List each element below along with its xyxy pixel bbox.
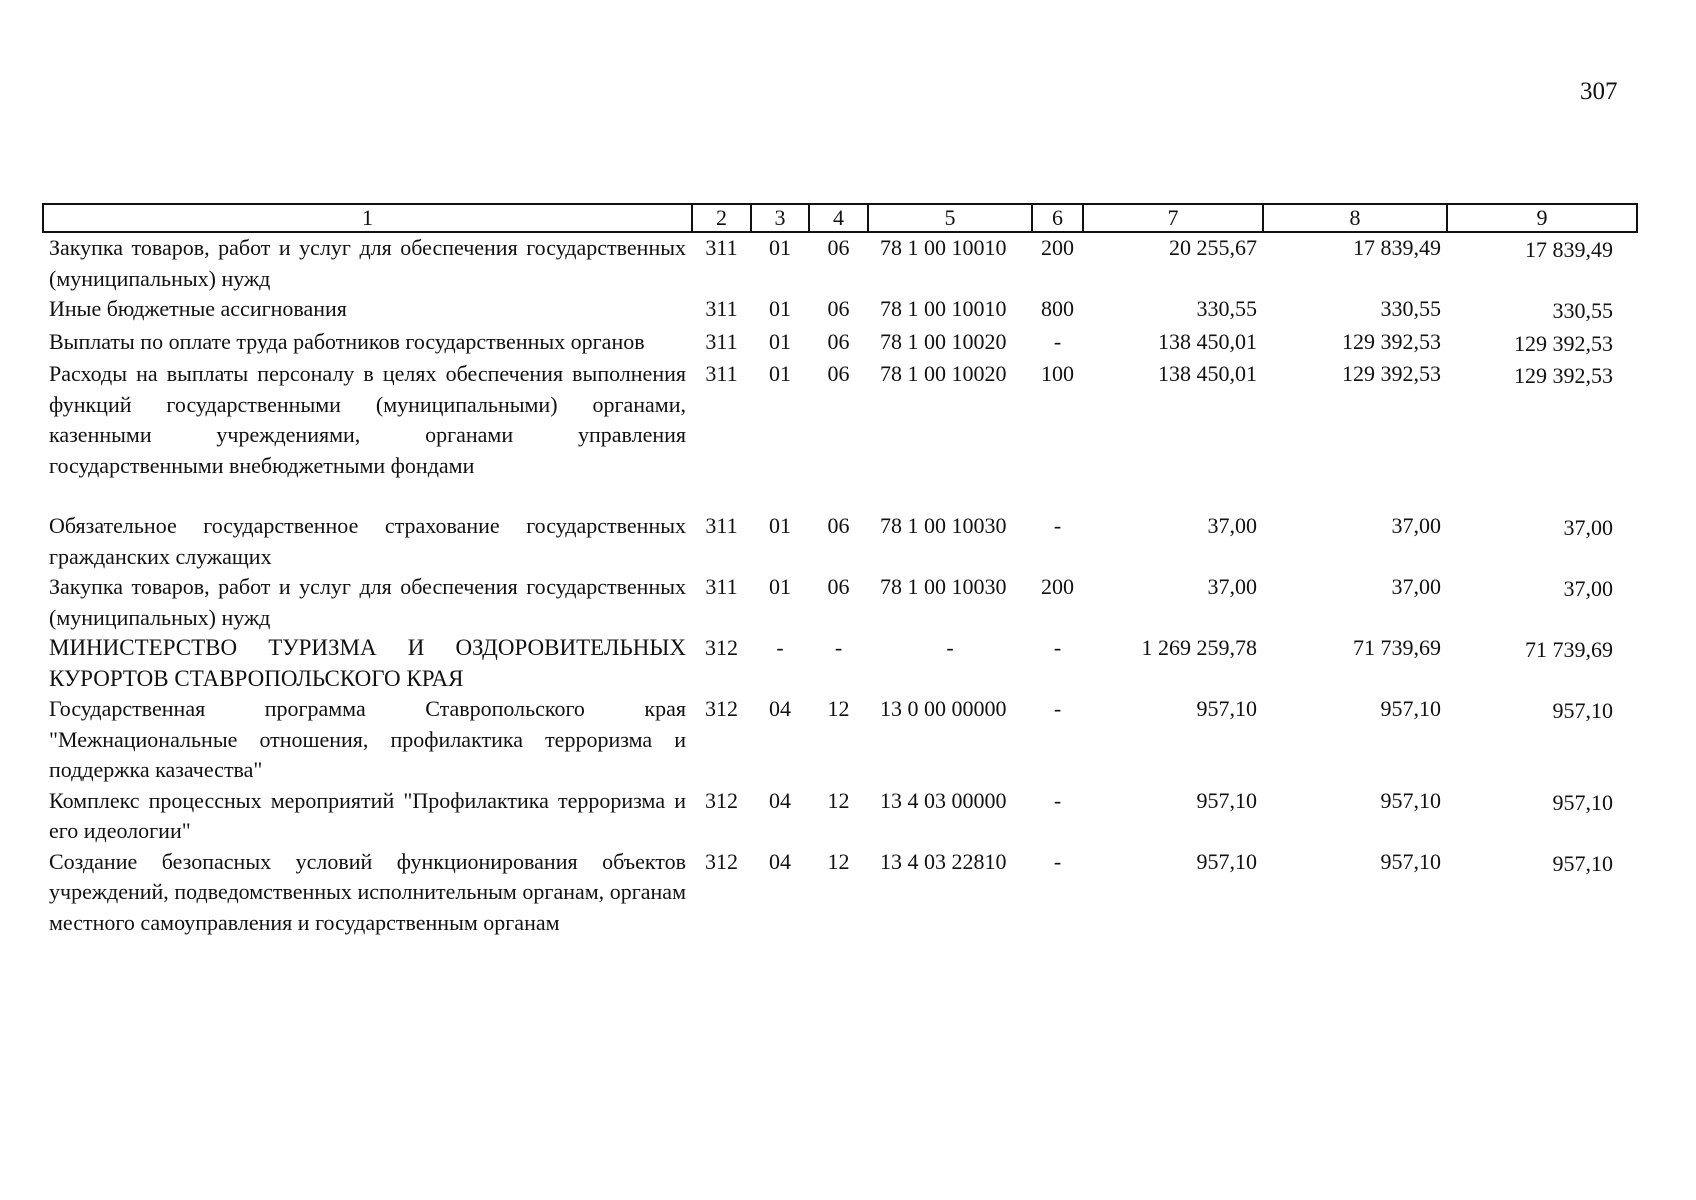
column-header: 7 xyxy=(1083,204,1263,232)
row-name: Иные бюджетные ассигнования xyxy=(49,296,347,321)
row-code-5: 78 1 00 10010 xyxy=(880,235,1007,260)
row-code-5: 78 1 00 10020 xyxy=(880,328,1007,354)
row-amount-7: 37,00 xyxy=(1207,574,1257,599)
row-code-4: - xyxy=(834,635,843,660)
row-code-4: 06 xyxy=(827,513,850,538)
row-amount-9: 37,00 xyxy=(1563,576,1613,601)
row-amount-7: 20 255,67 xyxy=(1169,235,1257,260)
row-code-6: 800 xyxy=(1041,296,1074,321)
row-amount-7: 1 269 259,78 xyxy=(1141,635,1257,660)
row-name: Закупка товаров, работ и услуг для обеспечения государственных (муниципальных) нужд xyxy=(49,574,686,630)
row-amount-9: 957,10 xyxy=(1552,789,1613,815)
row-amount-9: 129 392,53 xyxy=(1514,330,1613,356)
row-amount-7: 138 450,01 xyxy=(1158,328,1257,354)
row-code-3: 01 xyxy=(769,235,791,260)
table-header-row xyxy=(43,204,1637,232)
table-row xyxy=(43,359,1637,511)
row-code-6: 100 xyxy=(1041,361,1074,386)
row-code-4: 06 xyxy=(827,235,850,260)
row-code-6: - xyxy=(1053,328,1062,354)
row-code-6: 200 xyxy=(1041,235,1074,260)
row-code-5: 78 1 00 10010 xyxy=(880,296,1007,321)
table-row xyxy=(43,572,1637,633)
row-code-2: 311 xyxy=(705,296,738,321)
row-code-2: 312 xyxy=(705,848,738,874)
row-code-2: 311 xyxy=(705,513,738,538)
row-name: МИНИСТЕРСТВО ТУРИЗМА И ОЗДОРОВИТЕЛЬНЫХ КУРОРТОВ СТАВРОПОЛЬСКОГО КРАЯ xyxy=(49,635,686,691)
row-amount-8: 17 839,49 xyxy=(1353,235,1441,260)
row-code-6: - xyxy=(1053,696,1062,721)
column-header: 9 xyxy=(1447,204,1637,232)
row-amount-9: 957,10 xyxy=(1552,850,1613,876)
row-amount-8: 71 739,69 xyxy=(1353,635,1441,660)
row-name: Государственная программа Ставропольского края "Межнациональные отношения, профилактика терроризма и поддержка казачества" xyxy=(49,696,686,782)
row-amount-9: 129 392,53 xyxy=(1514,363,1613,388)
row-code-6: - xyxy=(1053,635,1062,660)
row-code-5: 13 0 00 00000 xyxy=(880,696,1007,721)
row-name: Обязательное государственное страхование государственных гражданских служащих xyxy=(49,513,686,569)
row-code-2: 311 xyxy=(705,574,738,599)
row-amount-7: 957,10 xyxy=(1196,848,1257,874)
row-code-2: 312 xyxy=(705,696,738,721)
row-code-4: 06 xyxy=(827,361,850,386)
row-amount-7: 138 450,01 xyxy=(1158,361,1257,386)
table-row xyxy=(43,294,1637,327)
table-row xyxy=(43,633,1637,694)
row-amount-8: 37,00 xyxy=(1391,574,1441,599)
column-header: 3 xyxy=(751,204,809,232)
row-amount-7: 330,55 xyxy=(1196,296,1257,321)
row-code-3: 04 xyxy=(769,787,791,813)
row-name: Создание безопасных условий функционирования объектов учреждений, подведомственных исполнительным органам, органам местного самоуправления и государственным органам xyxy=(49,848,686,935)
row-code-5: 13 4 03 00000 xyxy=(880,787,1007,813)
row-code-3: 01 xyxy=(769,574,791,599)
column-header: 6 xyxy=(1032,204,1083,232)
row-code-4: 06 xyxy=(827,574,850,599)
column-header: 1 xyxy=(43,204,692,232)
row-amount-9: 330,55 xyxy=(1552,298,1613,323)
row-amount-9: 71 739,69 xyxy=(1525,637,1613,662)
row-name: Комплекс процессных мероприятий "Профилактика терроризма и его идеологии" xyxy=(49,787,686,843)
column-header: 8 xyxy=(1263,204,1447,232)
row-code-3: 01 xyxy=(769,296,791,321)
row-amount-8: 37,00 xyxy=(1391,513,1441,538)
row-code-6: 200 xyxy=(1041,574,1074,599)
table-row xyxy=(43,786,1637,847)
column-header: 4 xyxy=(809,204,868,232)
row-code-3: 01 xyxy=(769,361,791,386)
row-code-2: 311 xyxy=(705,361,738,386)
row-code-5: 78 1 00 10030 xyxy=(880,513,1007,538)
budget-table xyxy=(42,203,1638,938)
table-row xyxy=(43,511,1637,572)
row-code-4: 12 xyxy=(827,696,850,721)
row-amount-8: 957,10 xyxy=(1380,696,1441,721)
row-code-3: 04 xyxy=(769,848,791,874)
row-amount-8: 129 392,53 xyxy=(1342,361,1441,386)
row-amount-9: 37,00 xyxy=(1563,515,1613,540)
column-header: 2 xyxy=(692,204,751,232)
row-amount-7: 37,00 xyxy=(1207,513,1257,538)
row-name: Закупка товаров, работ и услуг для обеспечения государственных (муниципальных) нужд xyxy=(49,235,686,291)
row-code-2: 312 xyxy=(705,635,738,660)
row-code-4: 06 xyxy=(827,296,850,321)
row-code-2: 311 xyxy=(705,235,738,260)
table-row xyxy=(43,327,1637,360)
row-code-5: 78 1 00 10030 xyxy=(880,574,1007,599)
row-amount-9: 17 839,49 xyxy=(1525,237,1613,262)
row-amount-9: 957,10 xyxy=(1552,698,1613,723)
row-code-3: 01 xyxy=(769,513,791,538)
row-code-5: 78 1 00 10020 xyxy=(880,361,1007,386)
table-row xyxy=(43,847,1637,939)
row-amount-7: 957,10 xyxy=(1196,696,1257,721)
row-amount-8: 129 392,53 xyxy=(1342,328,1441,354)
row-code-4: 06 xyxy=(827,328,850,354)
column-header: 5 xyxy=(868,204,1032,232)
row-code-4: 12 xyxy=(827,848,850,874)
row-code-3: 01 xyxy=(769,328,791,354)
row-name: Выплаты по оплате труда работников государственных органов xyxy=(49,328,645,354)
row-code-6: - xyxy=(1053,513,1062,538)
row-code-3: - xyxy=(776,635,784,660)
row-code-5: 13 4 03 22810 xyxy=(880,848,1007,874)
row-code-6: - xyxy=(1053,787,1062,813)
row-name: Расходы на выплаты персоналу в целях обеспечения выполнения функций государственными (муниципальными) органами, казенными учреждениями, органами управления государственными внебюджетными фондами xyxy=(49,361,686,478)
page-number: 307 xyxy=(1580,78,1618,105)
table-row xyxy=(43,694,1637,786)
row-amount-8: 957,10 xyxy=(1380,848,1441,874)
row-code-6: - xyxy=(1053,848,1062,874)
row-code-4: 12 xyxy=(827,787,850,813)
row-code-2: 312 xyxy=(705,787,738,813)
row-amount-7: 957,10 xyxy=(1196,787,1257,813)
row-code-2: 311 xyxy=(705,328,738,354)
row-code-3: 04 xyxy=(769,696,791,721)
row-amount-8: 330,55 xyxy=(1380,296,1441,321)
row-code-5: - xyxy=(946,635,954,660)
table-row xyxy=(43,232,1637,294)
row-amount-8: 957,10 xyxy=(1380,787,1441,813)
